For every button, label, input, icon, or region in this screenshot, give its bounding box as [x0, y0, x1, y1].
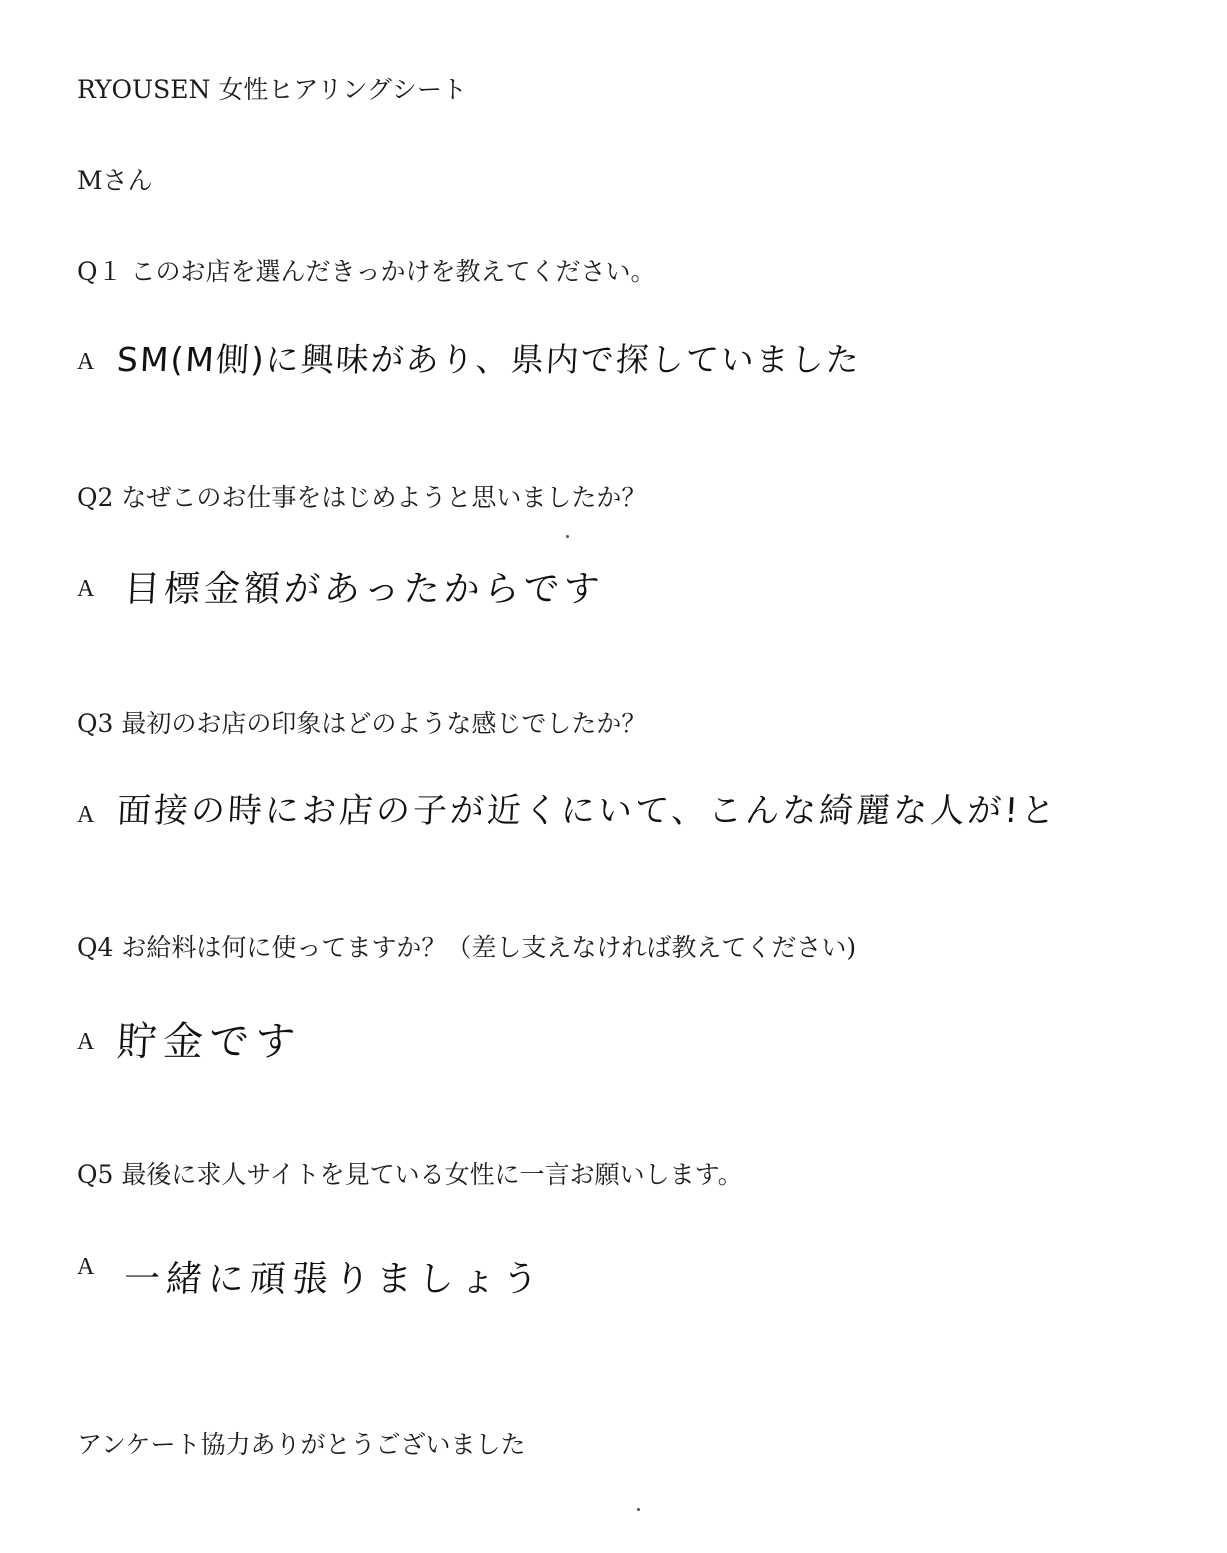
answer-2-handwritten: 目標金額があったからです [122, 569, 605, 610]
question-1: Q１ このお店を選んだきっかけを教えてください。 [77, 257, 656, 286]
answer-4-handwritten: 貯金です [115, 1019, 303, 1065]
sheet-title: RYOUSEN 女性ヒアリングシート [77, 75, 467, 104]
answer-2-label: A [77, 576, 95, 602]
question-2: Q2 なぜこのお仕事をはじめようと思いましたか？ [77, 483, 647, 512]
answer-5-label: A [77, 1254, 95, 1280]
answer-3-label: A [77, 802, 95, 828]
answer-1-handwritten: SM(M側)に興味があり、県内で探していました [116, 340, 862, 379]
question-3: Q3 最初のお店の印象はどのような感じでしたか？ [77, 709, 647, 738]
answer-5-handwritten: 一緒に頑張りましょう [122, 1259, 546, 1300]
closing-message: アンケート協力ありがとうございました [77, 1430, 526, 1459]
answer-1-label: A [77, 349, 95, 375]
scan-speck [566, 535, 569, 538]
question-5: Q5 最後に求人サイトを見ている女性に一言お願いします。 [77, 1160, 743, 1189]
question-4: Q4 お給料は何に使ってますか？（差し支えなければ教えてください) [77, 933, 857, 962]
scan-speck [637, 1508, 640, 1511]
answer-3-handwritten: 面接の時にお店の子が近くにいて、こんな綺麗な人が!と [115, 791, 1060, 831]
answer-4-label: A [77, 1029, 95, 1055]
respondent-name: Mさん [77, 166, 153, 195]
